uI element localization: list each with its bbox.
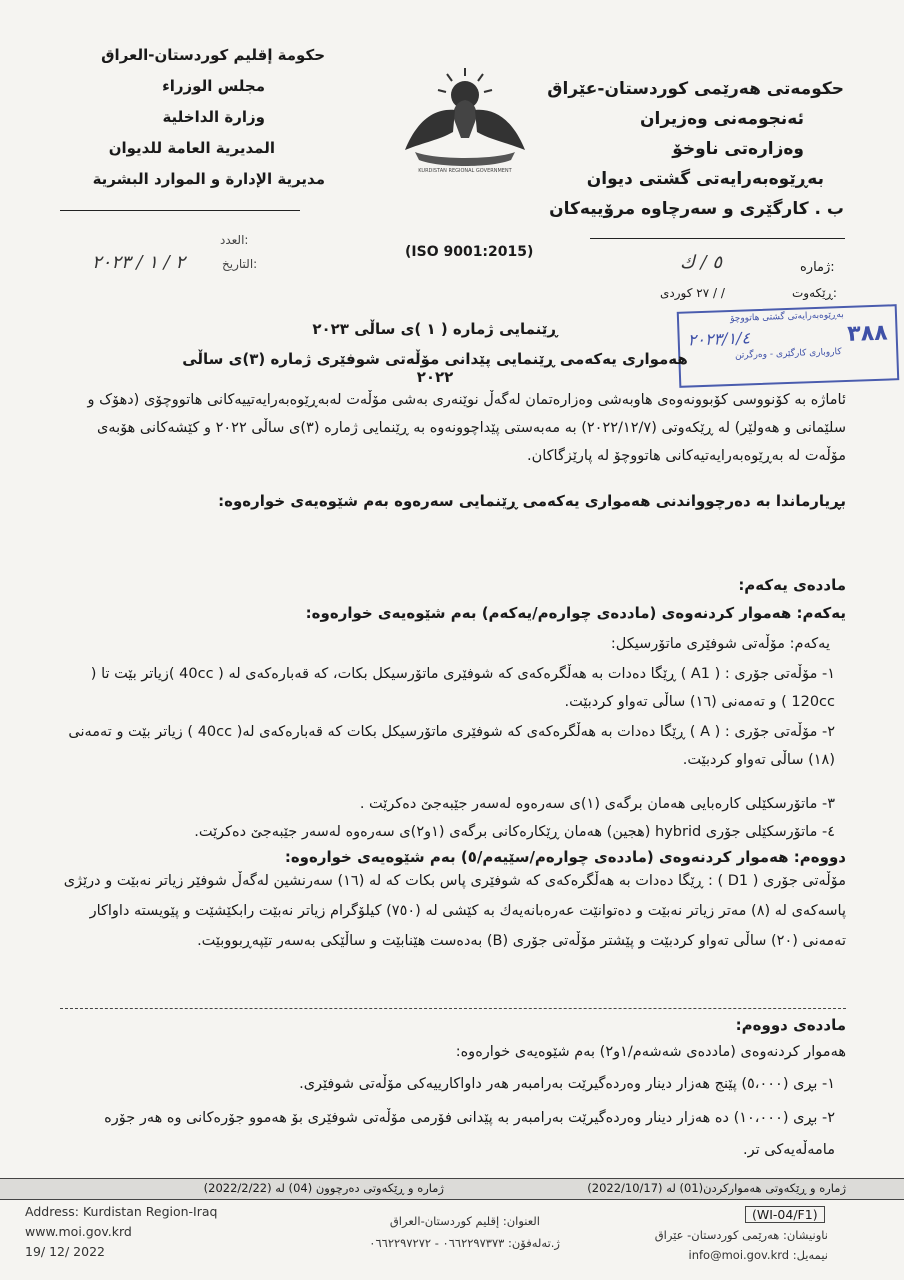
kurdish-gov-line: حکومەتی هەرێمی کوردستان-عێراق (547, 79, 844, 99)
arabic-ministry-line: وزارة الداخلية (162, 108, 265, 126)
header-kurdish (514, 74, 844, 224)
arabic-department-line: مديرية الإدارة و الموارد البشرية (92, 170, 325, 188)
item-a: ٢- مۆڵەتی جۆری : ( A ) ڕێگا دەدات بە هەڵگرەکەی کە شوفێری ماتۆرسیکل بکات کە قەبارەکەی لە( 40cc ) زیاتر بێت و تەمەنی (١٨) ساڵی تەواو کردبێت. (68, 724, 835, 768)
emblem-caption: KURDISTAN REGIONAL GOVERNMENT (418, 168, 512, 174)
arabic-gov-line: حكومة إقليم كوردستان-العراق (101, 46, 325, 64)
footer-issue-info: ژمارە و ڕێکەوتی دەرچوون (04) لە (2022/2/22) (203, 1181, 444, 1195)
article1-heading: ماددەی یەکەم: (738, 576, 846, 594)
kurdish-date-value: / / ٢٧ كوردی (660, 286, 725, 300)
stamp-line1: بەڕێوەبەرایەتی گشتی هاتووچۆ (730, 310, 844, 324)
arabic-date-value: ٢ / ١ / ٢٠٢٣ (92, 252, 186, 273)
footer-phones: ژ.تەلەفۆن: ٠٦٦٢٢٩٧٣٧٣ - ٠٦٦٢٢٩٧٢٧٢ (369, 1236, 560, 1250)
kurdish-number-value: ٥ / ك (680, 252, 723, 273)
arabic-date-label: التاريخ: (222, 257, 258, 271)
footer-address-ar: العنوان: إقليم كوردستان-العراق (389, 1214, 540, 1228)
header-arabic (60, 40, 325, 195)
eagle-emblem-icon (395, 60, 535, 185)
arabic-council-line: مجلس الوزراء (162, 77, 265, 95)
kurdish-department-line: ب . کارگێری و سەرچاوە مرۆییەکان (549, 199, 844, 219)
arabic-number-label: العدد: (220, 233, 249, 247)
intro-paragraph: ئاماژە بە کۆنووسی کۆبوونەوەی هاوبەشی وەزارەتمان لەگەڵ نوێنەری بەشی مۆڵەت لەبەڕێوەبەرایەتییەکانی هاتووچۆی (دهۆک و سلێمانی و هەولێر) لە ڕێکەوتی (٢٠٢٢/١٢/٧) بە مەبەستی پێداچوونەوە بە ڕێنمایی ژمارە (٣)ی ساڵی ٢٠٢٢ و کێشەکانی هۆبەی مۆڵەت لە بەڕێوەبەرایەتیەکانی هاتووچۆ لە پارێزگاکان. (87, 392, 846, 464)
item-hybrid: ٤- ماتۆرسکێلی جۆری hybrid (هجين) هەمان ڕێکارەکانی برگەی (١و٢)ی سەرەوە لەسەر جێبەجێ دەکرێت. (194, 824, 835, 840)
kurdish-council-line: ئەنجومەنی وەزیران (639, 109, 804, 129)
iso-label: (ISO 9001:2015) (405, 244, 534, 260)
header-rule-left (60, 210, 300, 211)
decision-line: بڕیارماندا بە دەرچوواندنی هەمواری یەکەمی ڕێنمایی سەرەوە بەم شێوەیەی خوارەوە: (218, 492, 846, 510)
article1-first-heading: یەکەم: هەموار کردنەوەی (ماددەی چوارەم/یەکەم) بەم شێوەیەی خوارەوە: (305, 604, 846, 622)
kurdish-date-label: ڕێکەوت: (792, 286, 837, 300)
item-electric: ٣- ماتۆرسکێلی کارەبایی هەمان برگەی (١)ی سەرەوە لەسەر جێبەجێ دەکرێت . (359, 796, 835, 812)
footer-form-code: (WI-04/F1) (745, 1206, 825, 1223)
arabic-directorate-line: المديرية العامة للديوان (108, 139, 275, 157)
article-separator (60, 1008, 846, 1009)
footer-address-ku: ناونیشان: هەرێمی کوردستان- عێراق (654, 1228, 828, 1242)
kurdish-directorate-line: بەڕێوەبەرایەتی گشتی دیوان (586, 169, 824, 189)
motorcycle-license-sub: یەکەم: مۆڵەتی شوفێری ماتۆرسیکل: (610, 636, 830, 652)
article2-sub: هەموار کردنەوەی (ماددەی شەشەم/١و٢) بەم شێوەیەی خوارەوە: (455, 1044, 846, 1060)
krg-emblem (395, 60, 535, 185)
fee-item-1: ١- بڕی (٥،٠٠٠) پێنج هەزار دینار وەردەگیرێت بەرامبەر هەر داواکارییەکی مۆڵەتی شوفێری. (299, 1076, 835, 1092)
article1-second-heading: دووەم: هەموار کردنەوەی (ماددەی چوارەم/سێیەم/٥) بەم شێوەیەی خوارەوە: (284, 848, 846, 866)
stamp-number: ٣٨٨ (846, 320, 889, 347)
kurdish-number-label: ژمارە: (800, 260, 835, 275)
stamp-date: ٢٠٢٣/١/٤ (687, 328, 751, 350)
article2-heading: ماددەی دووەم: (735, 1016, 846, 1034)
kurdish-ministry-line: وەزارەتی ناوخۆ (672, 139, 804, 159)
footer-address-en: Address: Kurdistan Region-Iraq (25, 1204, 218, 1219)
item-a1: ١- مۆڵەتی جۆری : ( A1 ) ڕێگا دەدات بە هەڵگرەکەی کە شوفێری ماتۆرسیکل بکات، کە قەبارەکەی لە ( 40cc )زیاتر بێت تا ( 120cc ) و تەمەنی (١٦) ساڵی تەواو کردبێت. (90, 666, 835, 710)
incoming-stamp (677, 304, 900, 388)
footer-date: 19/ 12/ 2022 (25, 1244, 105, 1259)
d1-paragraph: مۆڵەتی جۆری ( D1 ) : ڕێگا دەدات بە هەڵگرەکەی کە شوفێری پاس بکات کە لە (١٦) سەرنشین لەگەڵ شوفێر زیاتر نەبێت و درێژی پاسەکەی لە (٨) مەتر زیاتر نەبێت و دەتوانێت عەرەبانەیەك بە کێشی لە (٧٥٠) کیلۆگرام زیاتر نەبێت رابکێشێت و پێویستە داواکار تەمەنی (٢٠) ساڵی تەواو کردبێت و پێشتر مۆڵەتی جۆری (B) بەدەست هێنابێت و ساڵێکی بەسەر تێپەڕبووبێت. (63, 873, 846, 949)
instruction-title: ڕێنمایی ژمارە ( ١ )ی ساڵی ٢٠٢٣ (312, 320, 558, 338)
instruction-subtitle: هەمواری یەکەمی ڕێنمایی پێدانی مۆڵەتی شوفێری ژمارە (٣)ی ساڵی ٢٠٢٢ (182, 350, 688, 386)
footer-amend-info: ژمارە و ڕێکەوتی هەمواركردن(01) لە (2022/10/17) (587, 1181, 846, 1195)
footer-email[interactable]: نیمەیل: info@moi.gov.krd (688, 1248, 828, 1262)
stamp-line3: كاروباری كارگێری - وەرگرتن (734, 347, 842, 361)
footer-website[interactable]: www.moi.gov.krd (25, 1224, 132, 1239)
header-rule-right (590, 238, 845, 239)
fee-item-2: ٢- بڕی (١٠،٠٠٠) دە هەزار دینار وەردەگیرێت بەرامبەر بە پێدانی فۆرمی مۆڵەتی شوفێری بۆ هەموو جۆرەکانی وە هەر جۆرە مامەڵەیەکی تر. (104, 1110, 835, 1158)
footer-info-bar (0, 1178, 904, 1200)
